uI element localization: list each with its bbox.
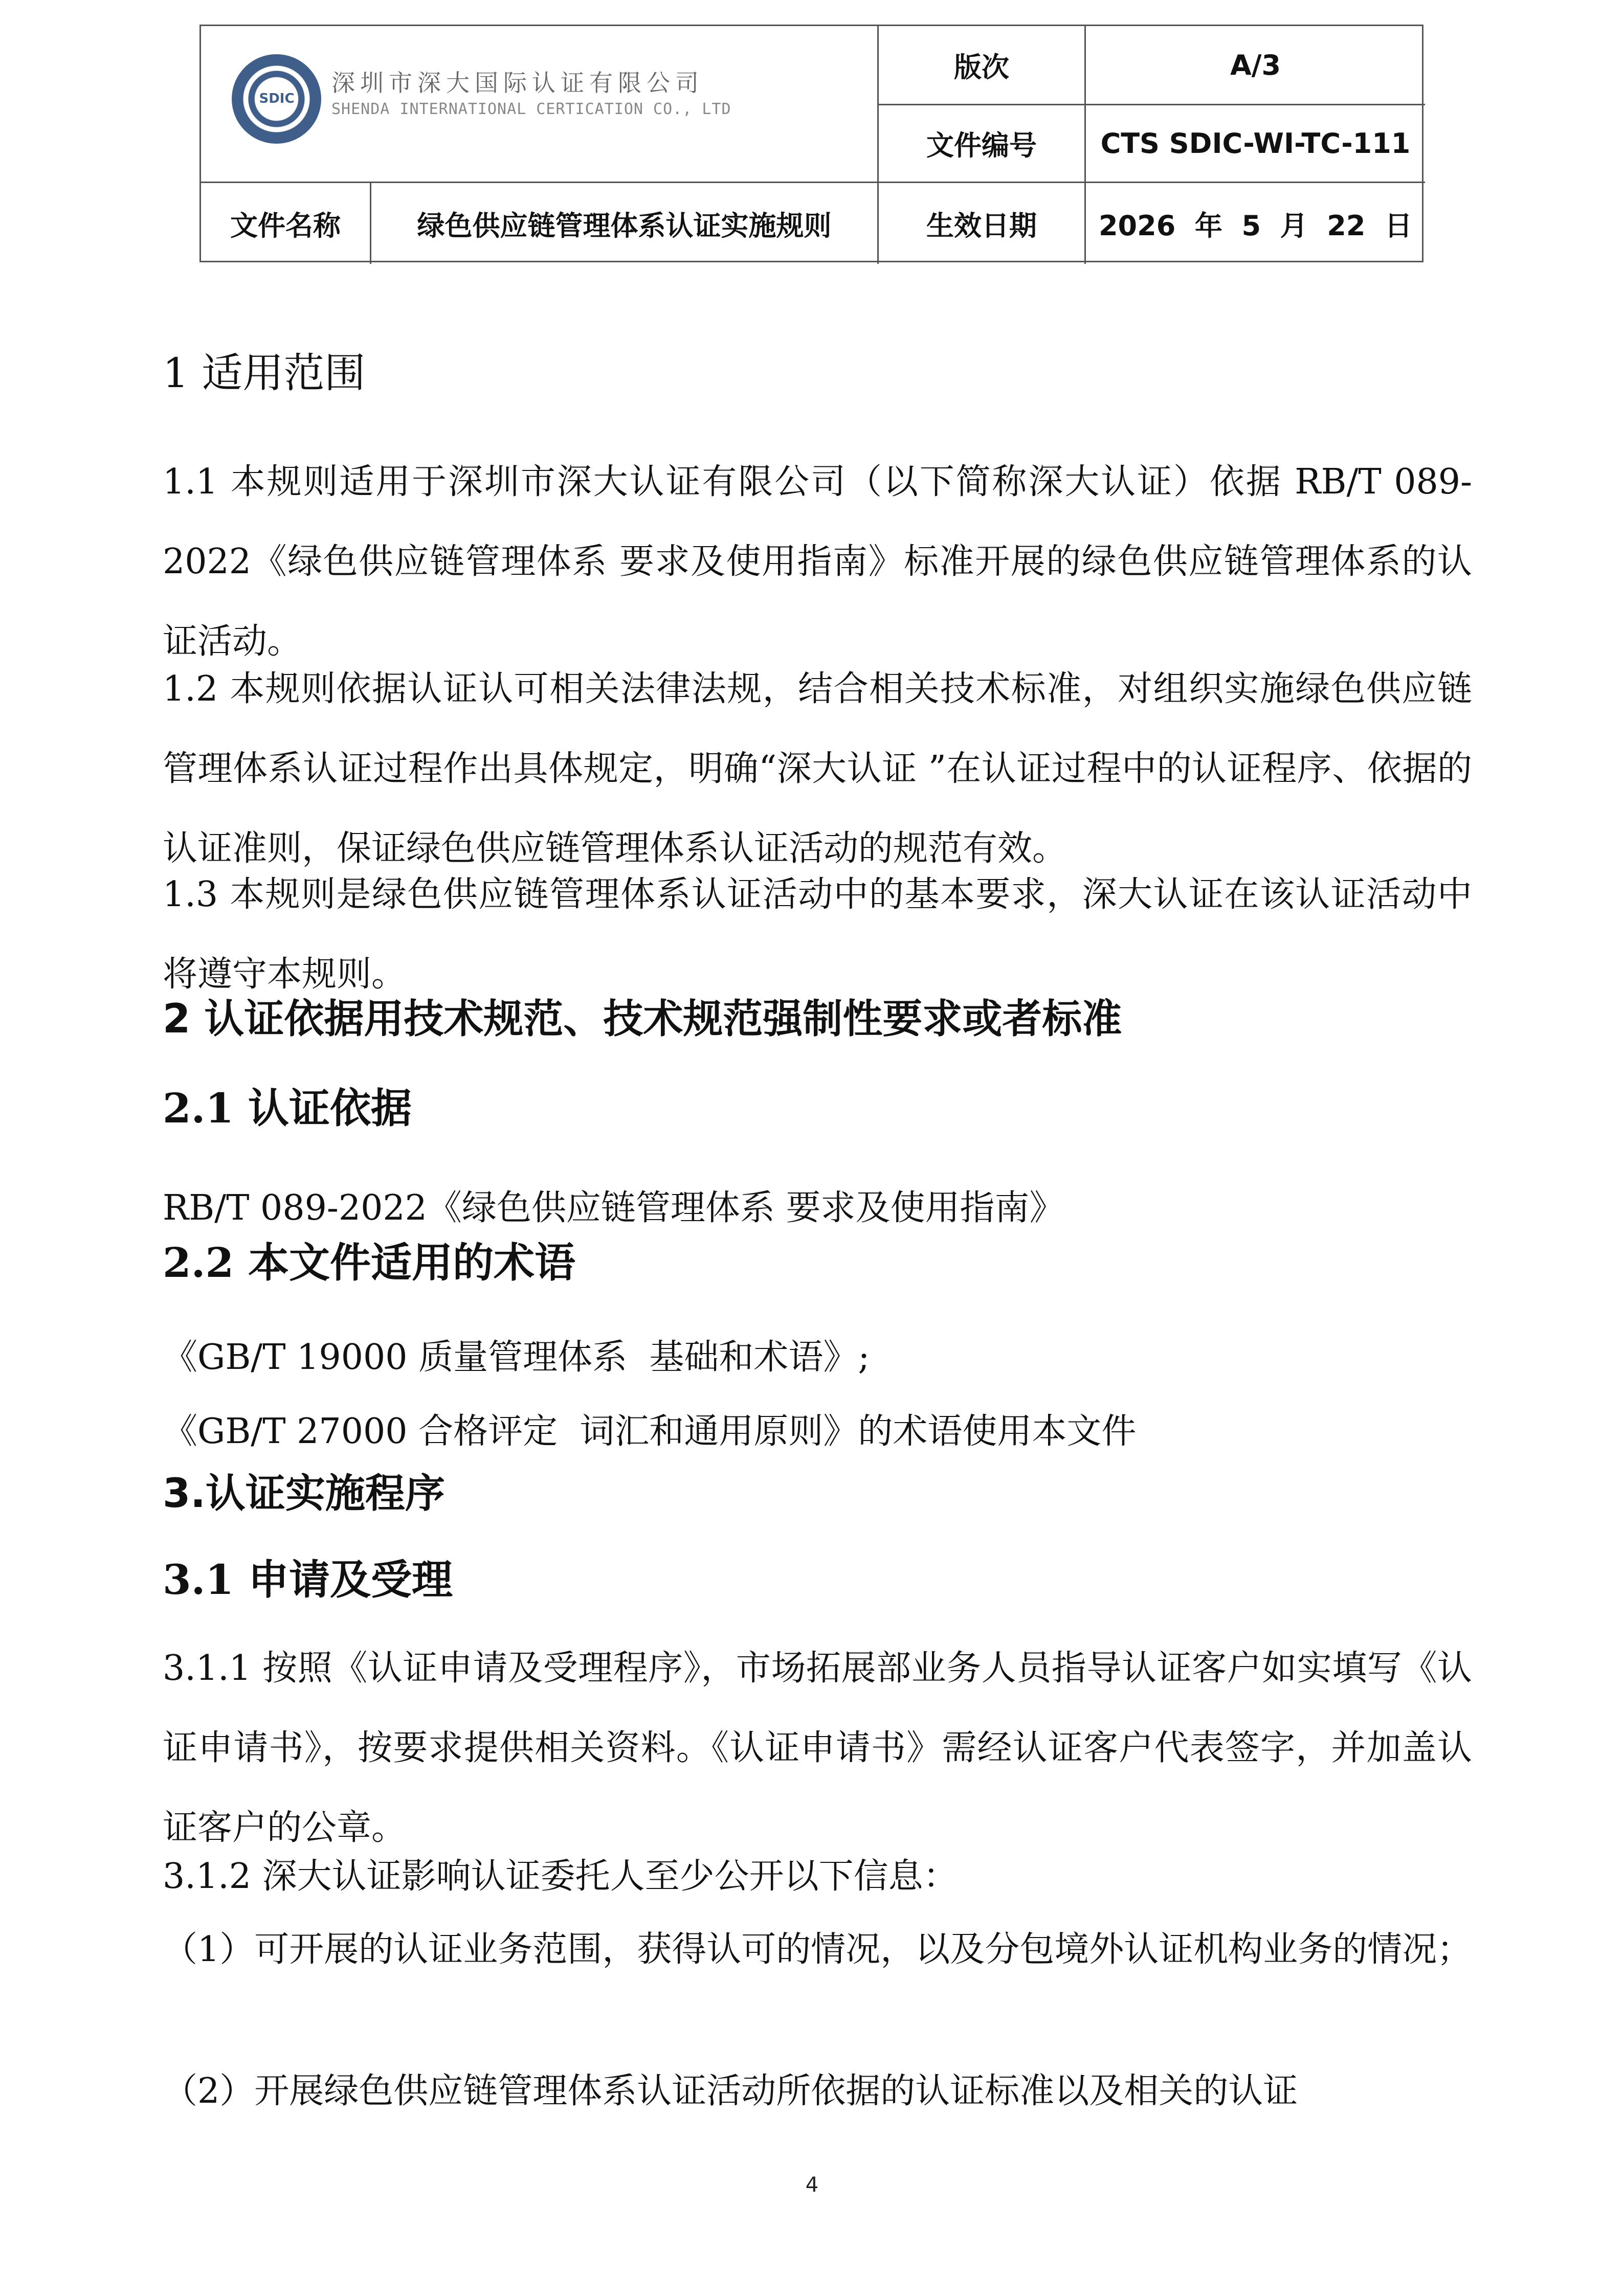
paragraph-1-3: 1.3 本规则是绿色供应链管理体系认证活动中的基本要求，深大认证在该认证活动中将遵守本规则。 xyxy=(163,874,1472,995)
section-1-heading: 1 适用范围 xyxy=(163,349,366,397)
section-2-1-text: RB/T 089-2022《绿色供应链管理体系 要求及使用指南》 xyxy=(163,1188,1064,1228)
version-label: 版次 xyxy=(954,51,1009,83)
logo-abbrev: SDIC xyxy=(259,91,295,106)
section-2-1-heading: 2.1 认证依据 xyxy=(163,1084,412,1132)
version-value: A/3 xyxy=(1230,49,1281,81)
paragraph-1-1: 1.1 本规则适用于深圳市深大认证有限公司（以下简称深大认证）依据 RB/T 089-2022《绿色供应链管理体系 要求及使用指南》标准开展的绿色供应链管理体系的认证活动。 xyxy=(163,462,1472,662)
section-3-1-heading: 3.1 申请及受理 xyxy=(163,1556,453,1604)
company-name-cn: 深圳市深大国际认证有限公司 xyxy=(331,69,704,97)
page-number: 4 xyxy=(805,2173,819,2197)
list-item-1: （1）可开展的认证业务范围，获得认可的情况，以及分包境外认证机构业务的情况； xyxy=(163,1929,1472,1970)
company-logo xyxy=(232,54,794,172)
list-item-2: （2）开展绿色供应链管理体系认证活动所依据的认证标准以及相关的认证 xyxy=(163,2071,1298,2111)
doc-number-value: CTS SDIC-WI-TC-111 xyxy=(1100,127,1411,160)
effective-date-label: 生效日期 xyxy=(926,209,1037,242)
paragraph-1-2: 1.2 本规则依据认证认可相关法律法规，结合相关技术标准，对组织实施绿色供应链管理体系认证过程作出具体规定，明确“深大认证 ”在认证过程中的认证程序、依据的认证准则，保证绿色供应链管理体系认证活动的规范有效。 xyxy=(163,669,1472,869)
doc-name-value: 绿色供应链管理体系认证实施规则 xyxy=(417,209,832,242)
paragraph-3-1-2: 3.1.2 深大认证影响认证委托人至少公开以下信息： xyxy=(163,1856,958,1897)
term-standard-2: 《GB/T 27000 合格评定 词汇和通用原则》的术语使用本文件 xyxy=(163,1411,1137,1452)
document-header-table xyxy=(199,25,1423,262)
doc-number-label: 文件编号 xyxy=(926,129,1037,162)
effective-date-value: 2026 年 5 月 22 日 xyxy=(1098,209,1412,242)
term-standard-1: 《GB/T 19000 质量管理体系 基础和术语》; xyxy=(163,1337,870,1378)
section-3-heading: 3.认证实施程序 xyxy=(163,1471,445,1517)
company-name-en: SHENDA INTERNATIONAL CERTICATION CO., LTD xyxy=(331,100,731,118)
doc-name-label: 文件名称 xyxy=(230,209,341,242)
section-2-heading: 2 认证依据用技术规范、技术规范强制性要求或者标准 xyxy=(163,996,1122,1042)
section-2-2-heading: 2.2 本文件适用的术语 xyxy=(163,1239,576,1287)
paragraph-3-1-1: 3.1.1 按照《认证申请及受理程序》，市场拓展部业务人员指导认证客户如实填写《认证申请书》，按要求提供相关资料。《认证申请书》需经认证客户代表签字，并加盖认证客户的公章。 xyxy=(163,1648,1472,1848)
